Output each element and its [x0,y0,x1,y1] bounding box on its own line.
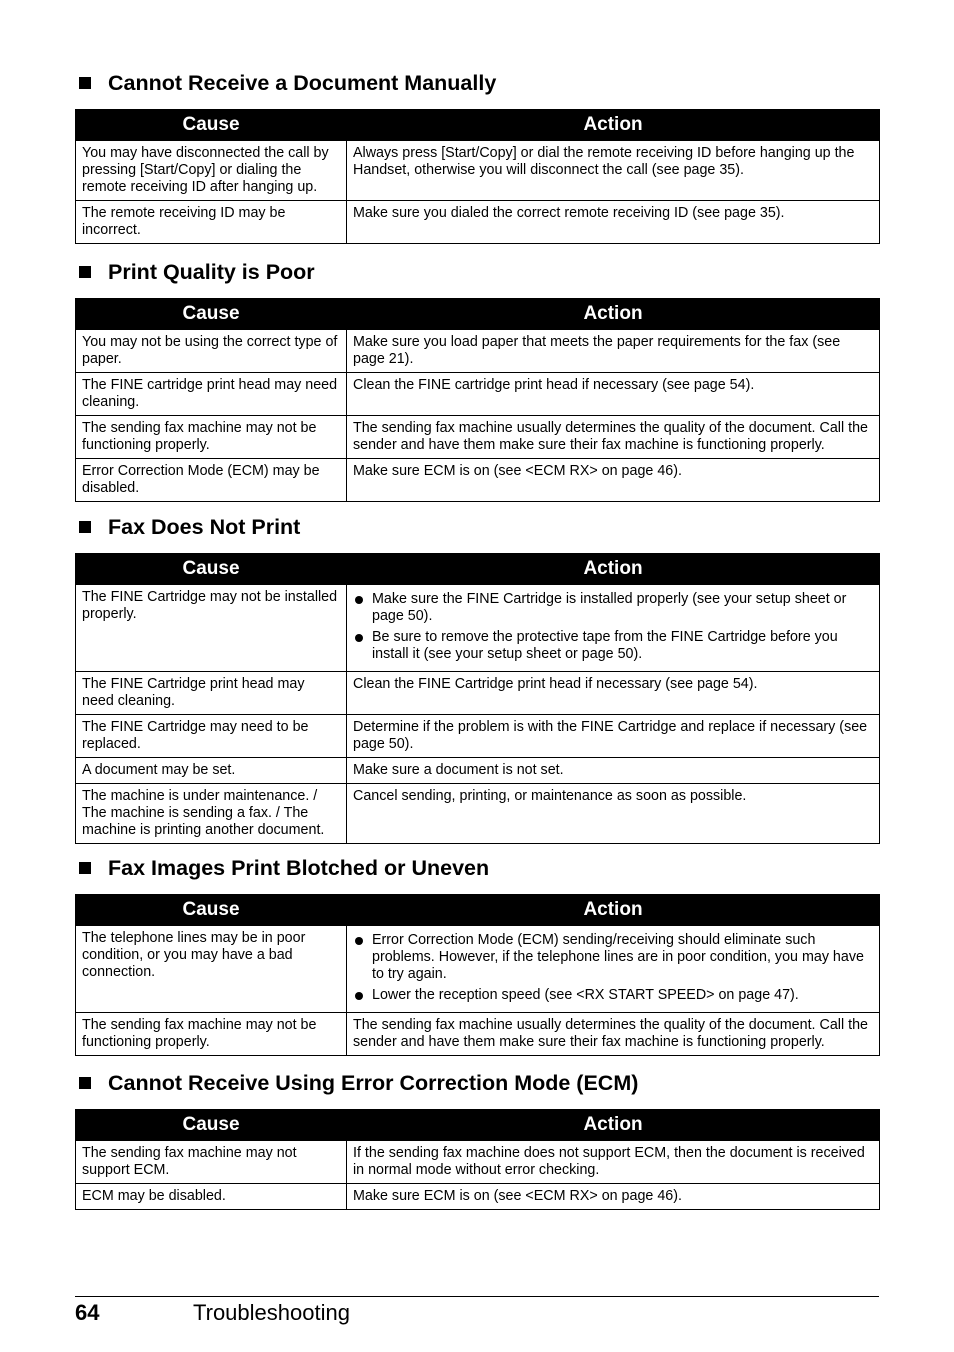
table-row [76,585,880,672]
action-cell: Make sure you load paper that meets the paper requirements for the fax (see page 21). [347,330,880,373]
list-item: Be sure to remove the protective tape from the FINE Cartridge before you install it (see your setup sheet or page 50). [353,629,873,663]
cause-cell: The sending fax machine may not be functioning properly. [76,1013,347,1056]
table-row [76,672,880,715]
footer-section-title: Troubleshooting [193,1300,350,1325]
action-cell: Determine if the problem is with the FINE Cartridge and replace if necessary (see page 50). [347,715,880,758]
table-row [76,330,880,373]
page-number: 64 [75,1300,100,1325]
column-header-cause: Cause [76,1110,347,1141]
table-row [76,373,880,416]
table-row [76,1013,880,1056]
section-fax-does-not-print [75,512,879,844]
column-header-cause: Cause [76,110,347,141]
action-cell: Make sure ECM is on (see <ECM RX> on page 46). [347,459,880,502]
section-title: Fax Images Print Blotched or Uneven [75,853,879,883]
section-title: Cannot Receive Using Error Correction Mode (ECM) [75,1068,879,1098]
table-row [76,1184,880,1210]
list-item: Make sure the FINE Cartridge is installed properly (see your setup sheet or page 50). [353,591,873,625]
table-row [76,926,880,1013]
table-row [76,784,880,844]
list-item: Error Correction Mode (ECM) sending/receiving should eliminate such problems. However, if the telephone lines are in poor condition, you may have to try again. [353,932,873,983]
column-header-cause: Cause [76,895,347,926]
action-cell: The sending fax machine usually determines the quality of the document. Call the sender and have them make sure their fax machine is functioning properly. [347,1013,880,1056]
table-row [76,201,880,244]
section-title: Fax Does Not Print [75,512,879,542]
action-cell: Clean the FINE cartridge print head if necessary (see page 54). [347,373,880,416]
action-cell: The sending fax machine usually determines the quality of the document. Call the sender and have them make sure their fax machine is functioning properly. [347,416,880,459]
action-cell: Cancel sending, printing, or maintenance as soon as possible. [347,784,880,844]
cause-cell: The FINE cartridge print head may need cleaning. [76,373,347,416]
section-cannot-receive-manually [75,68,879,244]
cause-cell: ECM may be disabled. [76,1184,347,1210]
section-fax-images-blotched [75,853,879,1056]
column-header-cause: Cause [76,299,347,330]
square-bullet-icon [79,521,91,533]
action-cell: Make sure a document is not set. [347,758,880,784]
cause-cell: You may have disconnected the call by pressing [Start/Copy] or dialing the remote receiving ID after hanging up. [76,141,347,201]
action-cell: If the sending fax machine does not support ECM, then the document is received in normal mode without error checking. [347,1141,880,1184]
cause-action-table [75,553,880,844]
cause-cell: The sending fax machine may not be functioning properly. [76,416,347,459]
footer-divider [75,1296,879,1297]
square-bullet-icon [79,1077,91,1089]
cause-action-table [75,894,880,1056]
column-header-action: Action [347,1110,880,1141]
action-bullet-list [353,932,873,1004]
column-header-action: Action [347,554,880,585]
action-cell: Clean the FINE Cartridge print head if necessary (see page 54). [347,672,880,715]
table-row [76,416,880,459]
square-bullet-icon [79,862,91,874]
section-title: Print Quality is Poor [75,257,879,287]
column-header-action: Action [347,110,880,141]
cause-cell: The FINE Cartridge may not be installed properly. [76,585,347,672]
section-title: Cannot Receive a Document Manually [75,68,879,98]
action-cell [347,926,880,1013]
cause-cell: The sending fax machine may not support ECM. [76,1141,347,1184]
section-print-quality-poor [75,257,879,502]
action-bullet-list [353,591,873,663]
column-header-action: Action [347,299,880,330]
square-bullet-icon [79,77,91,89]
cause-cell: Error Correction Mode (ECM) may be disabled. [76,459,347,502]
cause-action-table [75,109,880,244]
cause-action-table [75,298,880,502]
table-row [76,141,880,201]
action-cell: Make sure ECM is on (see <ECM RX> on page 46). [347,1184,880,1210]
table-row [76,715,880,758]
list-item: Lower the reception speed (see <RX START SPEED> on page 47). [353,987,873,1004]
cause-cell: The telephone lines may be in poor condition, or you may have a bad connection. [76,926,347,1013]
cause-cell: The remote receiving ID may be incorrect. [76,201,347,244]
column-header-cause: Cause [76,554,347,585]
square-bullet-icon [79,266,91,278]
table-row [76,758,880,784]
action-cell: Always press [Start/Copy] or dial the remote receiving ID before hanging up the Handset, otherwise you will disconnect the call (see page 35). [347,141,880,201]
cause-cell: You may not be using the correct type of paper. [76,330,347,373]
action-cell [347,585,880,672]
cause-cell: The machine is under maintenance. / The machine is sending a fax. / The machine is printing another document. [76,784,347,844]
table-row [76,459,880,502]
action-cell: Make sure you dialed the correct remote receiving ID (see page 35). [347,201,880,244]
table-row [76,1141,880,1184]
cause-cell: A document may be set. [76,758,347,784]
cause-action-table [75,1109,880,1210]
column-header-action: Action [347,895,880,926]
cause-cell: The FINE Cartridge may need to be replaced. [76,715,347,758]
section-cannot-receive-ecm [75,1068,879,1210]
cause-cell: The FINE Cartridge print head may need cleaning. [76,672,347,715]
